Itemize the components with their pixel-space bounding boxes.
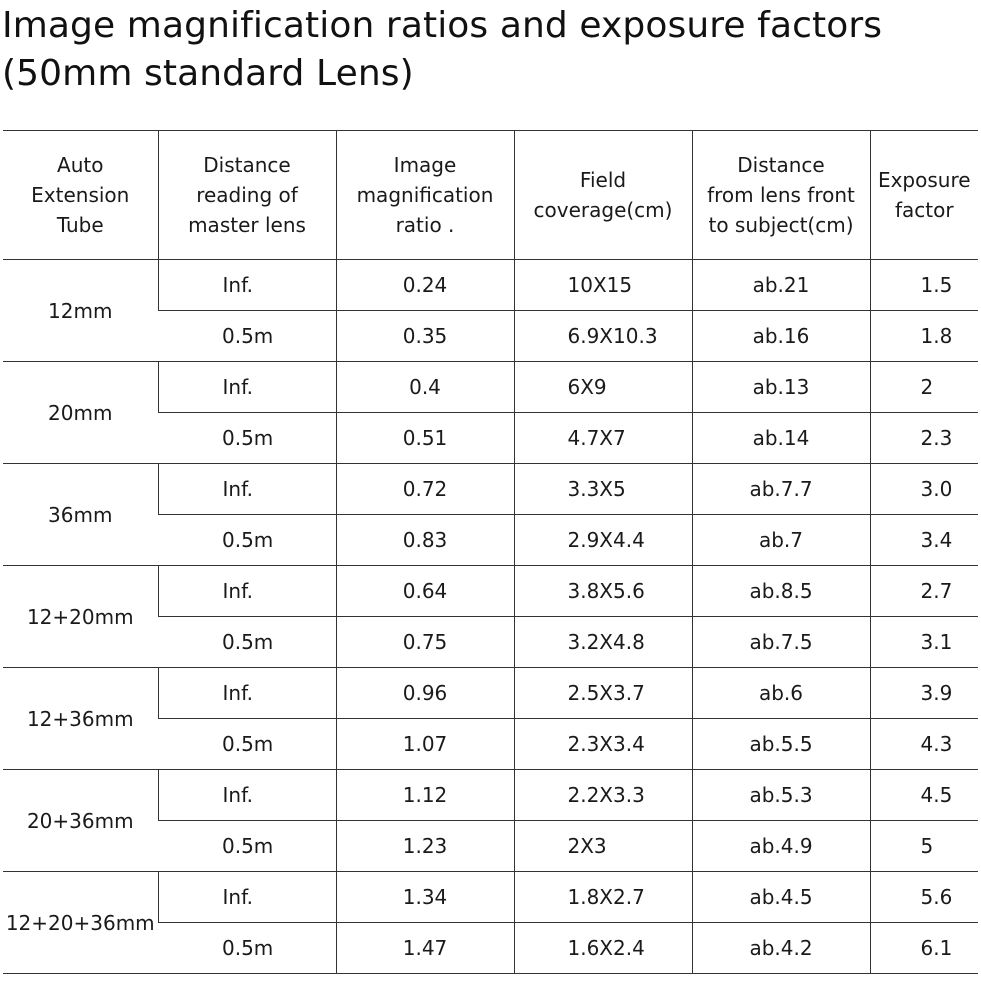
table-row bbox=[3, 770, 978, 821]
ratio-cell: 0.4 bbox=[336, 362, 514, 413]
factor-cell: 6.1 bbox=[870, 923, 978, 974]
field-cell: 3.3X5 bbox=[514, 464, 692, 515]
table-row bbox=[3, 872, 978, 923]
distance-cell: 0.5m bbox=[158, 413, 336, 464]
header-text: Exposure bbox=[877, 168, 971, 192]
tube-cell: 12+36mm bbox=[3, 668, 158, 770]
ratio-cell: 0.51 bbox=[336, 413, 514, 464]
tube-cell: 20mm bbox=[3, 362, 158, 464]
front-distance-cell: ab.16 bbox=[692, 311, 870, 362]
front-distance-cell: ab.4.5 bbox=[692, 872, 870, 923]
distance-cell: Inf. bbox=[158, 770, 336, 821]
factor-cell: 4.3 bbox=[870, 719, 978, 770]
front-distance-cell: ab.14 bbox=[692, 413, 870, 464]
page-title bbox=[2, 2, 882, 98]
factor-cell: 3.4 bbox=[870, 515, 978, 566]
header-auto-extension-tube bbox=[3, 131, 158, 260]
field-cell: 2.3X3.4 bbox=[514, 719, 692, 770]
distance-cell: 0.5m bbox=[158, 923, 336, 974]
field-cell: 3.8X5.6 bbox=[514, 566, 692, 617]
factor-cell: 3.0 bbox=[870, 464, 978, 515]
front-distance-cell: ab.5.5 bbox=[692, 719, 870, 770]
tube-cell: 12+20+36mm bbox=[3, 872, 158, 974]
header-text: coverage(cm) bbox=[533, 198, 673, 222]
header-distance-reading bbox=[158, 131, 336, 260]
table-row bbox=[3, 260, 978, 311]
table-row bbox=[3, 566, 978, 617]
factor-cell: 1.5 bbox=[870, 260, 978, 311]
front-distance-cell: ab.8.5 bbox=[692, 566, 870, 617]
header-text: to subject(cm) bbox=[708, 213, 854, 237]
front-distance-cell: ab.7.5 bbox=[692, 617, 870, 668]
header-text: Distance bbox=[203, 153, 291, 177]
distance-cell: Inf. bbox=[158, 464, 336, 515]
header-text: ratio . bbox=[395, 213, 455, 237]
ratio-cell: 0.83 bbox=[336, 515, 514, 566]
distance-cell: Inf. bbox=[158, 362, 336, 413]
ratio-cell: 1.12 bbox=[336, 770, 514, 821]
header-text: magnification bbox=[356, 183, 494, 207]
field-cell: 3.2X4.8 bbox=[514, 617, 692, 668]
header-text: from lens front bbox=[707, 183, 855, 207]
factor-cell: 5 bbox=[870, 821, 978, 872]
header-text: Field bbox=[579, 168, 627, 192]
ratio-cell: 0.72 bbox=[336, 464, 514, 515]
front-distance-cell: ab.5.3 bbox=[692, 770, 870, 821]
field-cell: 2X3 bbox=[514, 821, 692, 872]
ratio-cell: 0.64 bbox=[336, 566, 514, 617]
field-cell: 10X15 bbox=[514, 260, 692, 311]
factor-cell: 5.6 bbox=[870, 872, 978, 923]
tube-cell: 12mm bbox=[3, 260, 158, 362]
field-cell: 2.9X4.4 bbox=[514, 515, 692, 566]
table-row bbox=[3, 362, 978, 413]
distance-cell: 0.5m bbox=[158, 515, 336, 566]
distance-cell: 0.5m bbox=[158, 821, 336, 872]
field-cell: 2.5X3.7 bbox=[514, 668, 692, 719]
distance-cell: 0.5m bbox=[158, 311, 336, 362]
front-distance-cell: ab.4.2 bbox=[692, 923, 870, 974]
factor-cell: 3.1 bbox=[870, 617, 978, 668]
table-row bbox=[3, 668, 978, 719]
factor-cell: 2.3 bbox=[870, 413, 978, 464]
header-row bbox=[3, 131, 978, 260]
ratio-cell: 0.24 bbox=[336, 260, 514, 311]
ratio-cell: 1.34 bbox=[336, 872, 514, 923]
magnification-table bbox=[3, 130, 978, 974]
ratio-cell: 0.75 bbox=[336, 617, 514, 668]
header-text: Distance bbox=[737, 153, 825, 177]
header-text: master lens bbox=[188, 213, 306, 237]
header-text: factor bbox=[894, 198, 954, 222]
header-text: Image bbox=[393, 153, 457, 177]
field-cell: 6X9 bbox=[514, 362, 692, 413]
ratio-cell: 1.47 bbox=[336, 923, 514, 974]
distance-cell: 0.5m bbox=[158, 617, 336, 668]
header-text: reading of bbox=[196, 183, 298, 207]
factor-cell: 2 bbox=[870, 362, 978, 413]
factor-cell: 1.8 bbox=[870, 311, 978, 362]
header-magnification-ratio bbox=[336, 131, 514, 260]
title-line-2: (50mm standard Lens) bbox=[2, 53, 414, 94]
header-exposure-factor bbox=[870, 131, 978, 260]
distance-cell: Inf. bbox=[158, 566, 336, 617]
field-cell: 6.9X10.3 bbox=[514, 311, 692, 362]
header-text: Tube bbox=[56, 213, 104, 237]
field-cell: 2.2X3.3 bbox=[514, 770, 692, 821]
factor-cell: 3.9 bbox=[870, 668, 978, 719]
front-distance-cell: ab.21 bbox=[692, 260, 870, 311]
ratio-cell: 1.23 bbox=[336, 821, 514, 872]
front-distance-cell: ab.4.9 bbox=[692, 821, 870, 872]
distance-cell: Inf. bbox=[158, 668, 336, 719]
header-field-coverage bbox=[514, 131, 692, 260]
ratio-cell: 1.07 bbox=[336, 719, 514, 770]
factor-cell: 2.7 bbox=[870, 566, 978, 617]
header-text: Auto bbox=[57, 153, 104, 177]
distance-cell: 0.5m bbox=[158, 719, 336, 770]
title-line-1: Image magnification ratios and exposure factors bbox=[2, 5, 883, 46]
distance-cell: Inf. bbox=[158, 872, 336, 923]
header-distance-from-lens bbox=[692, 131, 870, 260]
distance-cell: Inf. bbox=[158, 260, 336, 311]
factor-cell: 4.5 bbox=[870, 770, 978, 821]
tube-cell: 36mm bbox=[3, 464, 158, 566]
tube-cell: 12+20mm bbox=[3, 566, 158, 668]
front-distance-cell: ab.6 bbox=[692, 668, 870, 719]
field-cell: 1.6X2.4 bbox=[514, 923, 692, 974]
ratio-cell: 0.35 bbox=[336, 311, 514, 362]
header-text: Extension bbox=[31, 183, 130, 207]
front-distance-cell: ab.7.7 bbox=[692, 464, 870, 515]
front-distance-cell: ab.7 bbox=[692, 515, 870, 566]
field-cell: 4.7X7 bbox=[514, 413, 692, 464]
tube-cell: 20+36mm bbox=[3, 770, 158, 872]
table-row bbox=[3, 464, 978, 515]
front-distance-cell: ab.13 bbox=[692, 362, 870, 413]
ratio-cell: 0.96 bbox=[336, 668, 514, 719]
field-cell: 1.8X2.7 bbox=[514, 872, 692, 923]
